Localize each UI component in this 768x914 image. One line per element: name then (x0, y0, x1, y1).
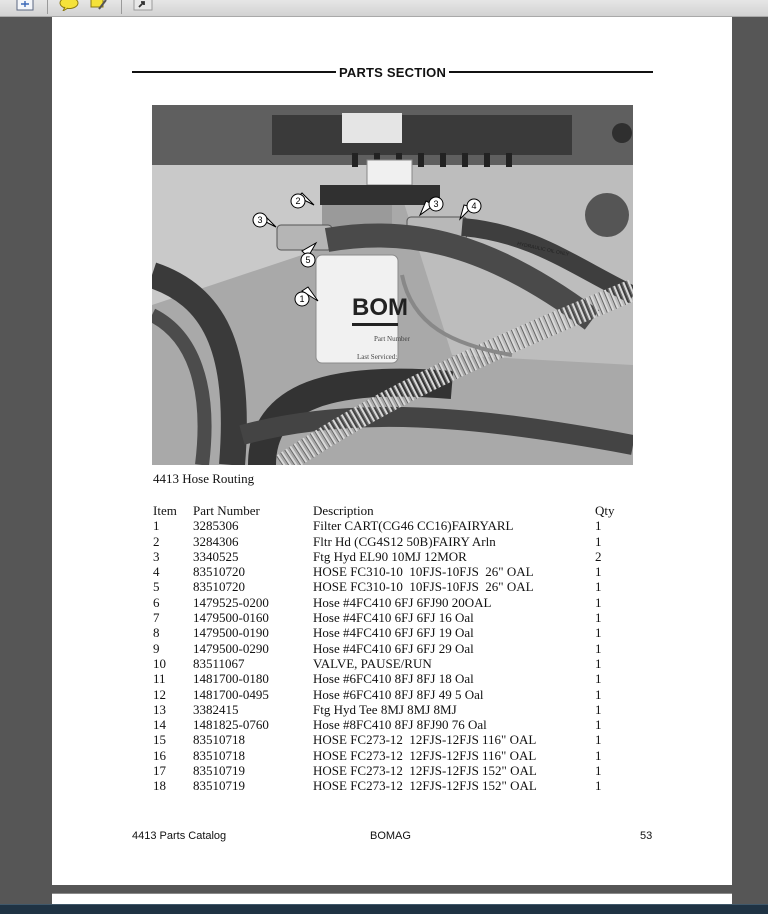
table-row (153, 534, 625, 549)
item-cell: 14 (153, 717, 166, 733)
svg-text:4: 4 (471, 201, 477, 211)
item-cell: 16 (153, 747, 166, 763)
part-number-cell: 83510719 (193, 778, 245, 794)
header-rule-right (449, 71, 653, 73)
part-number-cell: 83511067 (193, 655, 245, 671)
pdf-page (52, 17, 732, 885)
part-number-cell: 1481700-0495 (193, 686, 269, 702)
part-number-cell: 1481825-0760 (193, 717, 269, 733)
table-row (153, 687, 625, 702)
part-number-cell: 3285306 (193, 518, 239, 534)
filter-part-number-label: Part Number (374, 335, 410, 343)
qty-cell: 1 (595, 564, 602, 580)
table-row (153, 702, 625, 717)
item-cell: 15 (153, 732, 166, 748)
qty-cell: 1 (595, 610, 602, 626)
description-cell: Filter CART(CG46 CC16)FAIRYARL (313, 518, 514, 534)
description-cell: Hose #6FC410 8FJ 8FJ 49 5 Oal (313, 686, 484, 702)
item-cell: 3 (153, 548, 160, 564)
qty-cell: 1 (595, 655, 602, 671)
footer-catalog-name: 4413 Parts Catalog (132, 830, 227, 842)
item-cell: 17 (153, 763, 166, 779)
svg-text:3: 3 (257, 215, 263, 225)
description-cell: Hose #6FC410 8FJ 8FJ 18 Oal (313, 671, 474, 687)
item-cell: 11 (153, 671, 166, 687)
qty-cell: 1 (595, 625, 602, 641)
item-cell: 4 (153, 564, 160, 580)
table-row (153, 579, 625, 594)
description-cell: HOSE FC273-12 12FJS-12FJS 116" OAL (313, 747, 537, 763)
item-cell: 12 (153, 686, 166, 702)
table-row (153, 564, 625, 579)
svg-text:3: 3 (433, 199, 439, 209)
table-row (153, 778, 625, 793)
part-number-cell: 1479500-0290 (193, 640, 269, 656)
description-cell: Hose #4FC410 6FJ 6FJ 16 Oal (313, 610, 474, 626)
qty-cell: 1 (595, 533, 602, 549)
filter-last-serviced-label: Last Serviced: (357, 353, 398, 361)
qty-cell: 1 (595, 594, 602, 610)
footer-brand: BOMAG (370, 830, 411, 842)
table-row (153, 732, 625, 747)
table-row (153, 671, 625, 686)
table-row (153, 763, 625, 778)
header-qty: Qty (595, 503, 615, 518)
fit-page-icon (16, 0, 34, 11)
item-cell: 8 (153, 625, 160, 641)
part-number-cell: 83510720 (193, 564, 245, 580)
part-number-cell: 1479525-0200 (193, 594, 269, 610)
qty-cell: 1 (595, 518, 602, 534)
item-cell: 6 (153, 594, 160, 610)
description-cell: HOSE FC273-12 12FJS-12FJS 116" OAL (313, 732, 537, 748)
qty-cell: 1 (595, 778, 602, 794)
item-cell: 9 (153, 640, 160, 656)
table-row (153, 717, 625, 732)
description-cell: HOSE FC310-10 10FJS-10FJS 26" OAL (313, 564, 534, 580)
description-cell: HOSE FC273-12 12FJS-12FJS 152" OAL (313, 763, 537, 779)
toolbar-separator (121, 0, 122, 14)
fit-page-button[interactable] (14, 0, 36, 12)
qty-cell: 1 (595, 747, 602, 763)
part-number-cell: 83510718 (193, 732, 245, 748)
decal-label: HYDRAULIC OIL ONLY (516, 241, 570, 258)
header-part-number: Part Number (193, 503, 260, 518)
qty-cell: 1 (595, 717, 602, 733)
item-cell: 7 (153, 610, 160, 626)
section-header (132, 64, 653, 80)
parts-table (153, 503, 625, 794)
toolbar-separator (47, 0, 48, 14)
qty-cell: 1 (595, 579, 602, 595)
qty-cell: 1 (595, 732, 602, 748)
description-cell: Ftg Hyd EL90 10MJ 12MOR (313, 548, 467, 564)
part-number-cell: 1481700-0180 (193, 671, 269, 687)
stamp-button[interactable] (132, 0, 154, 12)
table-header-row (153, 503, 625, 518)
header-item: Item (153, 503, 177, 518)
part-number-cell: 83510718 (193, 747, 245, 763)
description-cell: Hose #4FC410 6FJ 6FJ90 20OAL (313, 594, 492, 610)
hose-routing-photo (152, 105, 633, 465)
svg-text:1: 1 (299, 294, 305, 304)
qty-cell: 2 (595, 548, 602, 564)
part-number-cell: 3340525 (193, 548, 239, 564)
table-row (153, 656, 625, 671)
description-cell: HOSE FC310-10 10FJS-10FJS 26" OAL (313, 579, 534, 595)
highlight-button[interactable] (88, 0, 110, 12)
comment-button[interactable] (58, 0, 80, 12)
svg-text:2: 2 (295, 196, 301, 206)
item-cell: 5 (153, 579, 160, 595)
part-number-cell: 1479500-0160 (193, 610, 269, 626)
filter-brand-label: BOM (352, 294, 408, 321)
part-number-cell: 1479500-0190 (193, 625, 269, 641)
highlight-icon (89, 0, 109, 11)
table-row (153, 625, 625, 640)
part-number-cell: 83510720 (193, 579, 245, 595)
figure-caption: 4413 Hose Routing (153, 471, 255, 486)
header-rule-left (132, 71, 336, 73)
table-row (153, 549, 625, 564)
qty-cell: 1 (595, 671, 602, 687)
description-cell: Ftg Hyd Tee 8MJ 8MJ 8MJ (313, 701, 457, 717)
item-cell: 2 (153, 533, 160, 549)
document-viewer[interactable] (0, 17, 768, 904)
pdf-toolbar (0, 0, 768, 17)
header-description: Description (313, 503, 374, 518)
table-row (153, 641, 625, 656)
footer-page-number: 53 (640, 830, 653, 842)
description-cell: HOSE FC273-12 12FJS-12FJS 152" OAL (313, 778, 537, 794)
table-row (153, 518, 625, 533)
table-row (153, 748, 625, 763)
description-cell: Hose #8FC410 8FJ 8FJ90 76 Oal (313, 717, 487, 733)
description-cell: Fltr Hd (CG4S12 50B)FAIRY Arln (313, 533, 496, 549)
description-cell: Hose #4FC410 6FJ 6FJ 19 Oal (313, 625, 474, 641)
section-title: PARTS SECTION (338, 64, 447, 80)
comment-icon (59, 0, 79, 11)
item-cell: 10 (153, 655, 166, 671)
part-number-cell: 3284306 (193, 533, 239, 549)
item-cell: 1 (153, 518, 160, 534)
table-row (153, 610, 625, 625)
stamp-icon (133, 0, 153, 11)
qty-cell: 1 (595, 701, 602, 717)
qty-cell: 1 (595, 640, 602, 656)
qty-cell: 1 (595, 763, 602, 779)
table-row (153, 595, 625, 610)
description-cell: Hose #4FC410 6FJ 6FJ 29 Oal (313, 640, 474, 656)
item-cell: 13 (153, 701, 166, 717)
part-number-cell: 3382415 (193, 701, 239, 717)
qty-cell: 1 (595, 686, 602, 702)
svg-text:5: 5 (305, 255, 311, 265)
description-cell: VALVE, PAUSE/RUN (313, 655, 432, 671)
item-cell: 18 (153, 778, 166, 794)
part-number-cell: 83510719 (193, 763, 245, 779)
